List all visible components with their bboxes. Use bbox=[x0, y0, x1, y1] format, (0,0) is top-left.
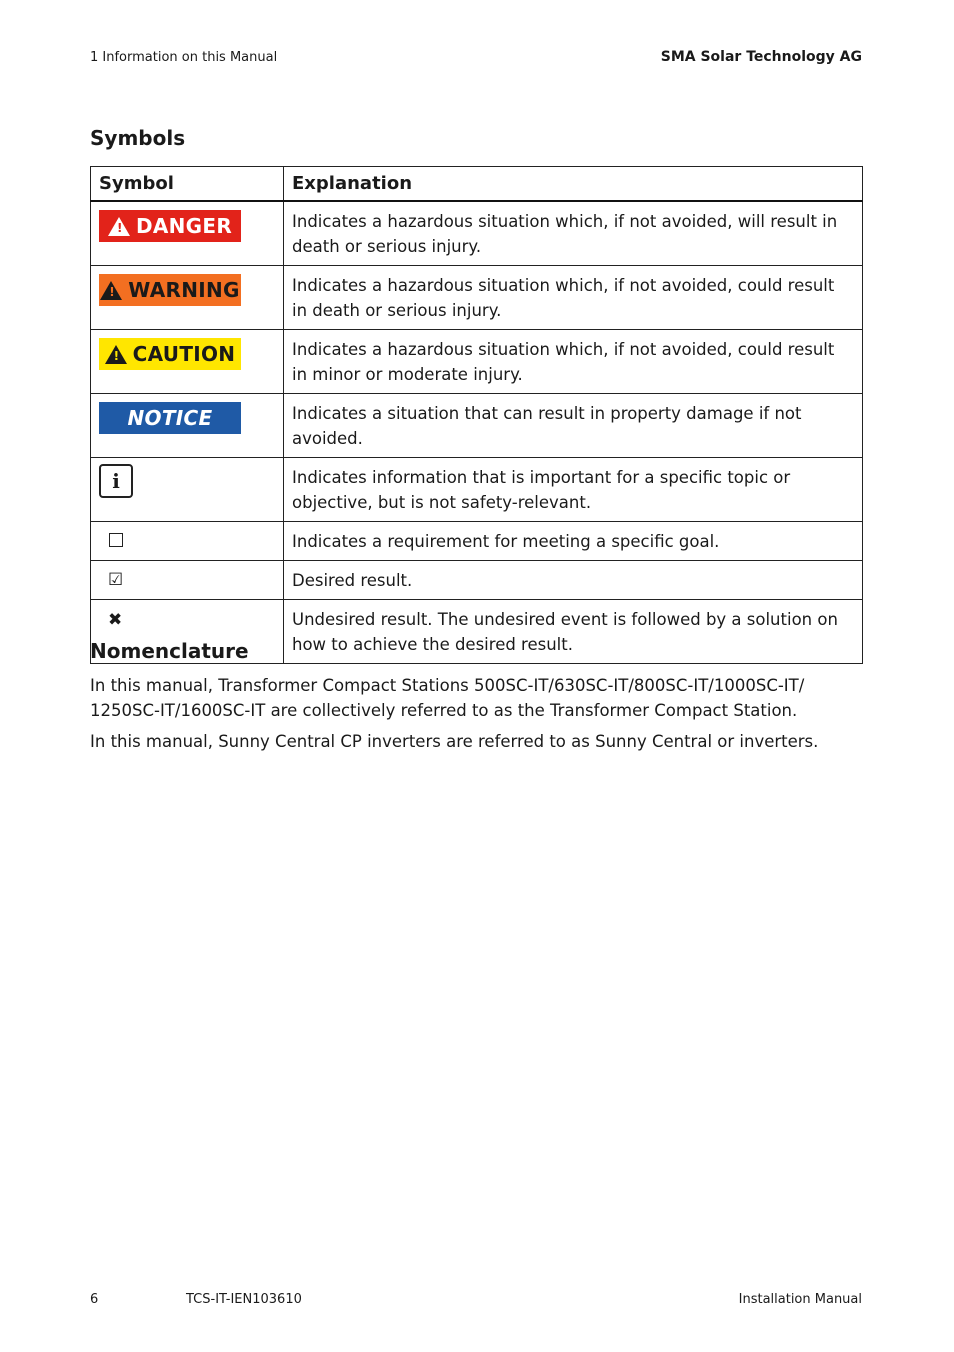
footer-document-code: TCS-IT-IEN103610 bbox=[186, 1292, 302, 1307]
danger-badge bbox=[99, 210, 241, 242]
table-row bbox=[91, 394, 863, 458]
explanation-cell: Desired result. bbox=[284, 561, 863, 600]
information-icon: i bbox=[99, 464, 133, 498]
warning-badge bbox=[99, 274, 241, 306]
caution-badge bbox=[99, 338, 241, 370]
column-header-explanation: Explanation bbox=[284, 167, 863, 202]
table-row bbox=[91, 330, 863, 394]
caution-label: CAUTION bbox=[132, 341, 236, 366]
explanation-cell: Undesired result. The undesired event is followed by a solution on how to achieve the desired result. bbox=[284, 600, 863, 664]
footer-document-title: Installation Manual bbox=[738, 1292, 862, 1307]
cross-icon: ✖ bbox=[108, 610, 123, 630]
table-header-row bbox=[91, 167, 863, 202]
symbols-table bbox=[90, 166, 863, 664]
column-header-symbol: Symbol bbox=[91, 167, 284, 202]
nomenclature-paragraph: In this manual, Transformer Compact Stations 500SC-IT/630SC-IT/800SC-IT/1000SC-IT/ 1250SC-IT/1600SC-IT are collectively referred to as the Transformer Compact Station. bbox=[90, 676, 805, 720]
table-row bbox=[91, 522, 863, 561]
warning-triangle-icon: ! bbox=[105, 345, 127, 364]
checkbox-checked-icon: ☑ bbox=[108, 570, 124, 590]
checkbox-empty-icon bbox=[109, 533, 123, 547]
explanation-cell: Indicates information that is important for a specific topic or objective, but is not safety-relevant. bbox=[284, 458, 863, 522]
warning-label: WARNING bbox=[128, 277, 240, 302]
explanation-cell: Indicates a requirement for meeting a specific goal. bbox=[284, 522, 863, 561]
warning-triangle-icon: ! bbox=[108, 217, 130, 236]
notice-label: NOTICE bbox=[127, 405, 213, 430]
nomenclature-heading: Nomenclature bbox=[90, 639, 249, 663]
explanation-cell: Indicates a situation that can result in property damage if not avoided. bbox=[284, 394, 863, 458]
header-chapter: 1 Information on this Manual bbox=[90, 50, 278, 65]
symbols-heading: Symbols bbox=[90, 126, 186, 150]
table-row bbox=[91, 266, 863, 330]
warning-triangle-icon: ! bbox=[100, 281, 122, 300]
table-row bbox=[91, 201, 863, 266]
explanation-cell: Indicates a hazardous situation which, if not avoided, could result in death or serious injury. bbox=[284, 266, 863, 330]
notice-badge bbox=[99, 402, 241, 434]
header-company: SMA Solar Technology AG bbox=[660, 49, 862, 65]
danger-label: DANGER bbox=[135, 213, 233, 238]
table-row bbox=[91, 561, 863, 600]
footer-page-number: 6 bbox=[90, 1292, 99, 1307]
explanation-cell: Indicates a hazardous situation which, if not avoided, will result in death or serious injury. bbox=[284, 201, 863, 266]
table-row bbox=[91, 458, 863, 522]
explanation-cell: Indicates a hazardous situation which, if not avoided, could result in minor or moderate injury. bbox=[284, 330, 863, 394]
nomenclature-paragraph: In this manual, Sunny Central CP inverters are referred to as Sunny Central or inverters. bbox=[90, 732, 819, 751]
